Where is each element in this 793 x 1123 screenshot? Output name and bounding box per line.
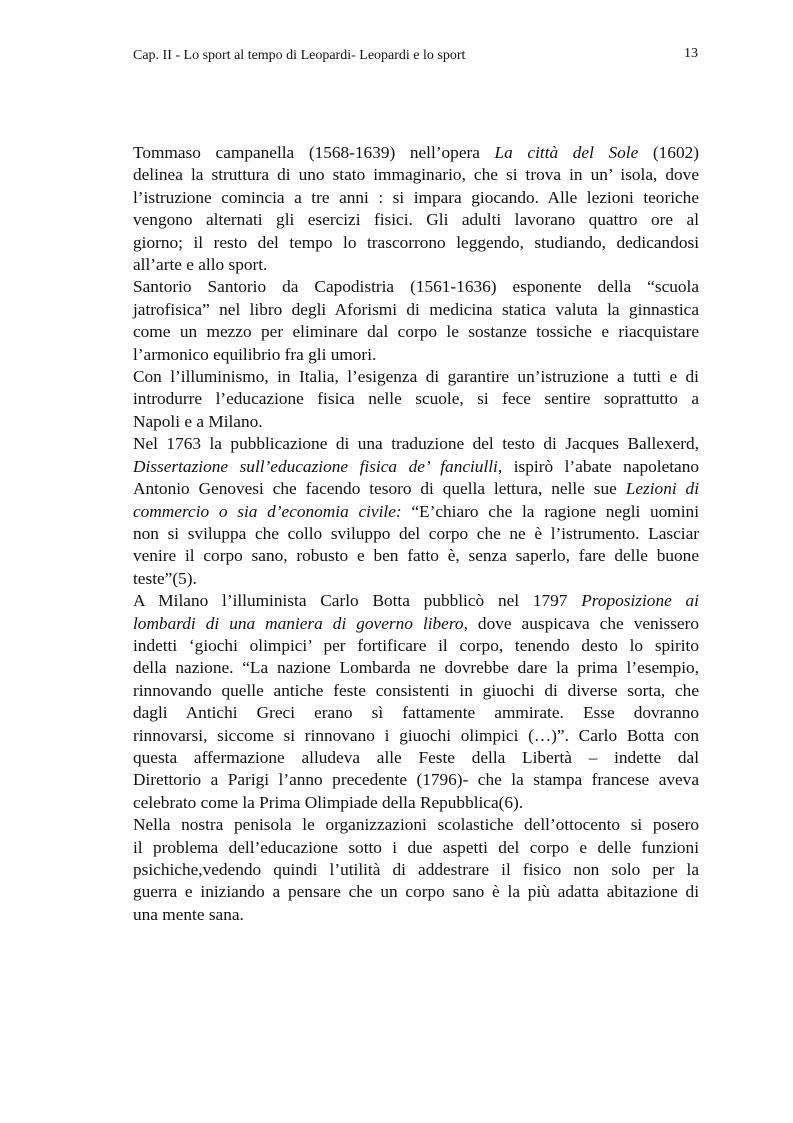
body-text	[133, 142, 699, 926]
text-line: guerra e iniziando a pensare che un corpo sano è la più adatta abitazione di	[133, 882, 699, 902]
text-line: Tommaso campanella (1568-1639) nell’opera La città del Sole (1602)	[133, 143, 699, 162]
text-line: Santorio Santorio da Capodistria (1561-1636) esponente della “scuola	[133, 277, 699, 297]
italic-title: Lezioni di	[625, 479, 700, 499]
text-line: celebrato come la Prima Olimpiade della Repubblica(6).	[133, 792, 524, 812]
text-line: non si sviluppa che collo sviluppo del corpo che ne è l’istrumento. Lasciar	[133, 523, 699, 543]
text-line: vengono alternati gli esercizi fisici. Gli adulti lavorano quattro ore al	[133, 210, 699, 230]
paragraph	[133, 814, 699, 926]
text-line: della nazione. “La nazione Lombarda ne dovrebbe dare la prima l’esempio,	[133, 658, 699, 678]
paragraph	[133, 142, 699, 276]
text-line: delinea la struttura di uno stato immaginario, che si trova in un’ isola, dove	[133, 165, 699, 185]
paragraph	[133, 590, 699, 814]
text-line: lombardi di una maniera di governo libero, dove auspicava che venissero	[133, 613, 699, 633]
text-line: Nella nostra penisola le organizzazioni scolastiche dell’ottocento si posero	[133, 815, 699, 835]
italic-title: commercio o sia d’economia civile:	[133, 501, 402, 521]
italic-title: Dissertazione sull’educazione fisica de’ fanciulli,	[133, 456, 503, 476]
paragraph	[133, 433, 699, 590]
text-line: teste”(5).	[133, 568, 197, 588]
text-line: Con l’illuminismo, in Italia, l’esigenza di garantire un’istruzione a tutti e di	[133, 367, 699, 387]
running-head-title: Cap. II - Lo sport al tempo di Leopardi- Leopardi e lo sport	[133, 48, 466, 63]
text-line: Antonio Genovesi che facendo tesoro di quella lettura, nelle sue Lezioni di	[133, 479, 700, 499]
text-line: rinnovarsi, siccome si rinnovano i giuochi olimpici (…)”. Carlo Botta con	[133, 725, 699, 745]
text-line: rinnovando quelle antiche feste consistenti in giuochi di diverse sorta, che	[133, 680, 699, 700]
text-line: venire il corpo sano, robusto e ben fatto è, senza saperlo, fare delle buone	[133, 546, 699, 566]
text-line: una mente sana.	[133, 904, 244, 924]
text-line: l’armonico equilibrio fra gli umori.	[133, 344, 377, 364]
italic-title: lombardi di una maniera di governo libero	[133, 613, 464, 633]
text-line: Nel 1763 la pubblicazione di una traduzione del testo di Jacques Ballexerd,	[133, 434, 699, 454]
paragraph	[133, 366, 699, 433]
italic-title: Proposizione ai	[581, 591, 699, 611]
text-line: l’istruzione comincia a tre anni : si impara giocando. Alle lezioni teoriche	[133, 187, 699, 207]
text-line: dagli Antichi Greci erano sì fattamente ammirate. Esse dovranno	[133, 703, 699, 723]
page-header	[133, 48, 698, 70]
paragraph	[133, 276, 699, 366]
text-line: come un mezzo per eliminare dal corpo le sostanze tossiche e riacquistare	[133, 322, 699, 342]
text-line: psichiche,vedendo quindi l’utilità di addestrare il fisico non solo per la	[133, 860, 699, 879]
text-line: all’arte e allo sport.	[133, 255, 268, 275]
text-line: commercio o sia d’economia civile: “E’chiaro che la ragione negli uomini	[133, 501, 699, 521]
text-line: indetti ‘giochi olimpici’ per fortificare il corpo, tenendo desto lo spirito	[133, 635, 699, 655]
italic-title: La città del Sole	[494, 143, 639, 162]
page-number: 13	[684, 46, 698, 61]
text-line: questa affermazione alludeva alle Feste della Libertà – indette dal	[133, 747, 699, 767]
text-line: introdurre l’educazione fisica nelle scuole, si fece sentire soprattutto a	[133, 389, 699, 409]
text-line: A Milano l’illuminista Carlo Botta pubblicò nel 1797 Proposizione ai	[133, 591, 699, 611]
text-line: giorno; il resto del tempo lo trascorrono leggendo, studiando, dedicandosi	[133, 232, 699, 252]
text-line: jatrofisica” nel libro degli Aforismi di medicina statica valuta la ginnastica	[133, 299, 699, 319]
text-line: Direttorio a Parigi l’anno precedente (1796)- che la stampa francese aveva	[133, 770, 699, 790]
text-line: Dissertazione sull’educazione fisica de’ fanciulli, ispirò l’abate napoletano	[133, 456, 699, 476]
text-line: il problema dell’educazione sotto i due aspetti del corpo e delle funzioni	[133, 837, 699, 857]
text-line: Napoli e a Milano.	[133, 411, 263, 431]
